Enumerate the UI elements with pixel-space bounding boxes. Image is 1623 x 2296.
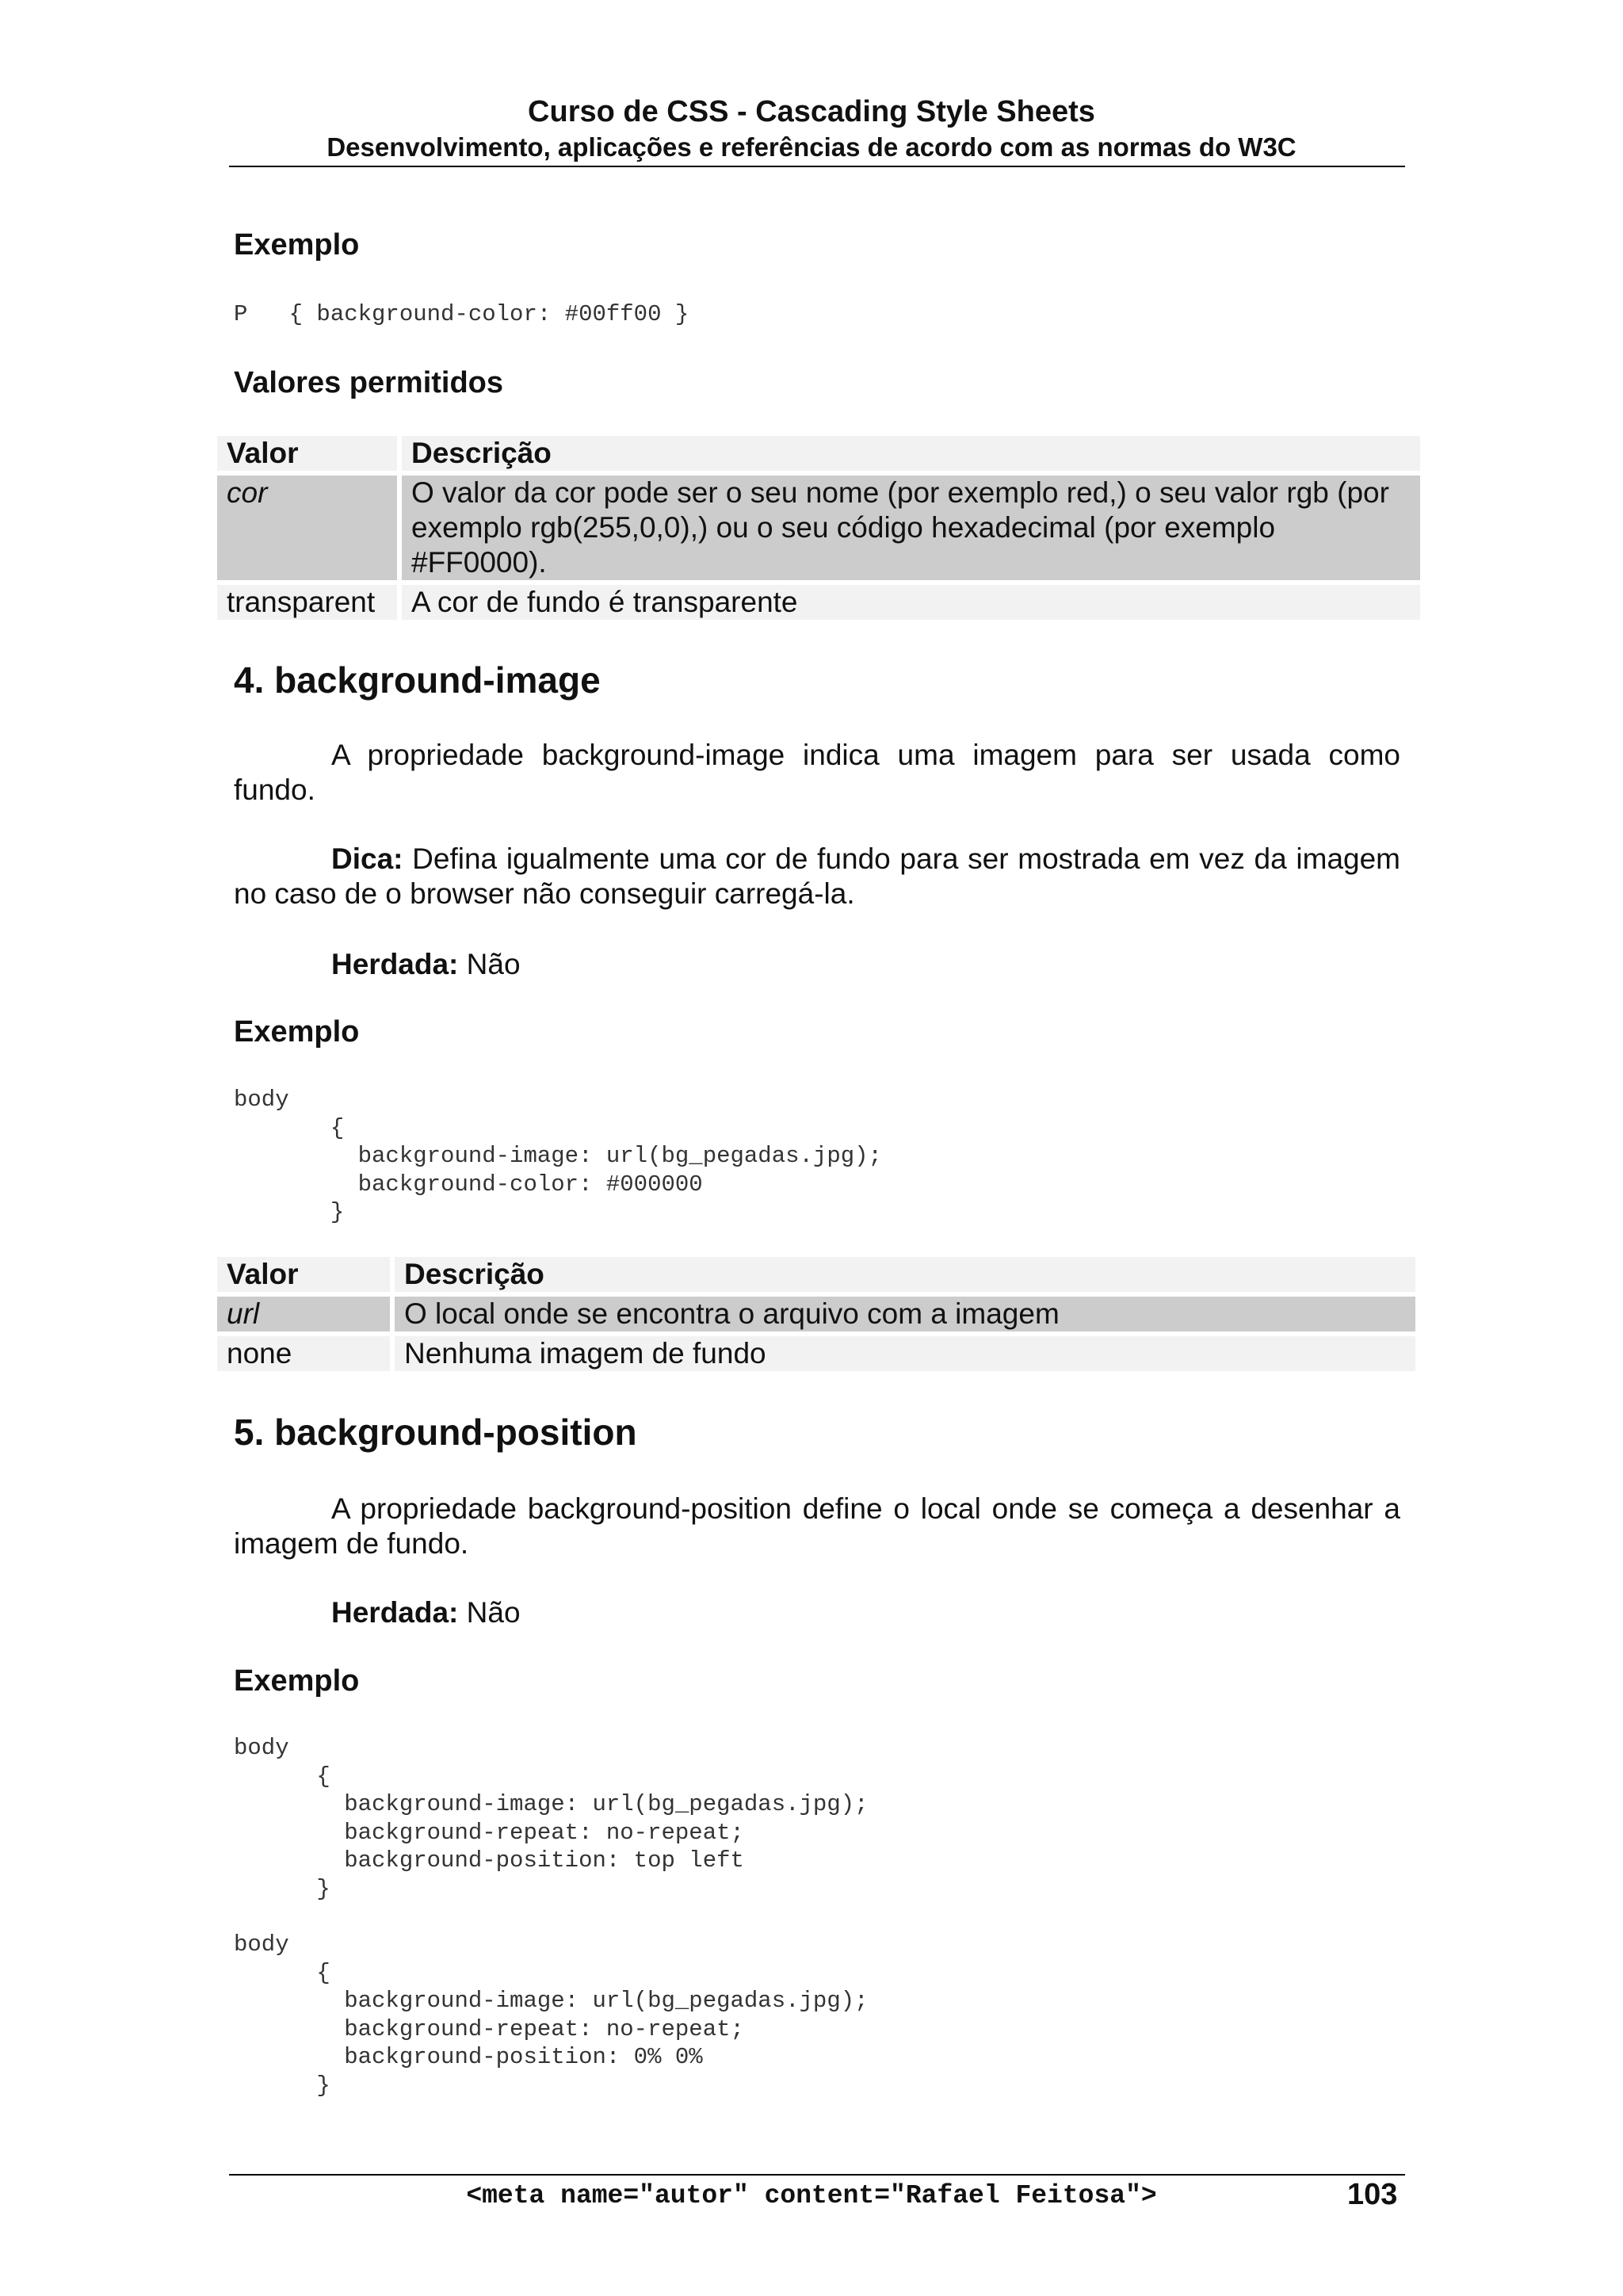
tip-text: Defina igualmente uma cor de fundo para ser mostrada em vez da imagem no caso de o browser não conseguir carregá-la. — [234, 842, 1400, 910]
header-subtitle: Desenvolvimento, aplicações e referências de acordo com as normas do W3C — [327, 132, 1296, 162]
paragraph: A propriedade background-position define o local onde se começa a desenhar a imagem de fundo. — [234, 1492, 1400, 1560]
table-cell-value: transparent — [217, 585, 397, 620]
tip-paragraph — [234, 842, 1400, 911]
table-cell-description: O valor da cor pode ser o seu nome (por exemplo red,) o seu valor rgb (por exemplo rgb(255,0,0),) ou o seu código hexadecimal (por exemplo #FF0000). — [402, 476, 1420, 580]
header-rule — [229, 166, 1405, 167]
table-header-description: Descrição — [395, 1257, 1415, 1292]
tip-label: Dica: — [331, 842, 403, 875]
footer-rule — [229, 2174, 1405, 2176]
table-header-description: Descrição — [402, 436, 1420, 471]
header-title: Curso de CSS - Cascading Style Sheets — [528, 95, 1095, 128]
inherited-label: Herdada: — [331, 948, 459, 980]
table-cell-description: Nenhuma imagem de fundo — [395, 1336, 1415, 1371]
values-table — [212, 431, 1425, 625]
page-number: 103 — [1347, 2178, 1398, 2211]
table-cell-value: cor — [217, 476, 397, 580]
footer-meta: <meta name="autor" content="Rafael Feitosa"> — [466, 2181, 1157, 2210]
inherited-value: Não — [458, 1596, 521, 1629]
table-cell-value: none — [217, 1336, 390, 1371]
section-heading: 4. background-image — [234, 659, 601, 701]
table-cell-value: url — [217, 1297, 390, 1331]
section-heading: 5. background-position — [234, 1412, 637, 1453]
code-block: P { background-color: #00ff00 } — [234, 301, 689, 327]
table-row — [217, 585, 1420, 620]
table-row — [217, 1297, 1415, 1331]
values-table — [212, 1252, 1420, 1376]
table-header-value: Valor — [217, 436, 397, 471]
code-block: body { background-image: url(bg_pegadas.jpg); background-repeat: no-repeat; background-position: top left } — [234, 1735, 869, 1902]
table-cell-description: O local onde se encontra o arquivo com a imagem — [395, 1297, 1415, 1331]
table-row — [217, 476, 1420, 580]
example-heading: Exemplo — [234, 1015, 360, 1049]
table-header-value: Valor — [217, 1257, 390, 1292]
inherited-value: Não — [458, 948, 521, 980]
inherited-label: Herdada: — [331, 1596, 459, 1629]
table-header-row — [217, 1257, 1415, 1292]
example-heading: Exemplo — [234, 1664, 360, 1698]
code-block: body { background-image: url(bg_pegadas.jpg); background-color: #000000 } — [234, 1087, 882, 1225]
table-header-row — [217, 436, 1420, 471]
code-block: body { background-image: url(bg_pegadas.jpg); background-repeat: no-repeat; background-position: 0% 0% } — [234, 1931, 869, 2099]
table-cell-description: A cor de fundo é transparente — [402, 585, 1420, 620]
table-row — [217, 1336, 1415, 1371]
inherited-line — [331, 948, 521, 981]
values-heading: Valores permitidos — [234, 366, 504, 399]
paragraph: A propriedade background-image indica uma imagem para ser usada como fundo. — [234, 739, 1400, 806]
inherited-line — [331, 1596, 521, 1629]
example-heading: Exemplo — [234, 228, 360, 262]
